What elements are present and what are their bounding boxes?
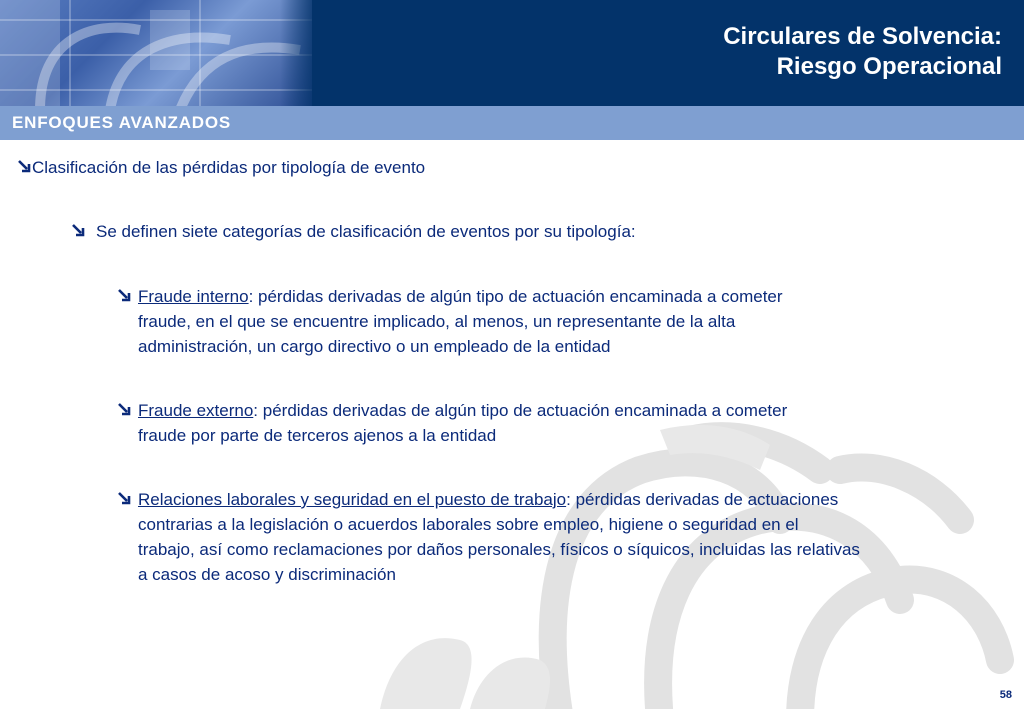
category-item-fraude-interno [118, 284, 978, 359]
category-line: administración, un cargo directivo o un empleado de la entidad [138, 337, 611, 356]
arrow-down-right-icon [18, 159, 32, 175]
arrow-down-right-icon [118, 402, 132, 418]
sub-bullet-text: Se definen siete categorías de clasificación de eventos por su tipología: [96, 222, 636, 241]
category-line: : pérdidas derivadas de algún tipo de actuación encaminada a cometer [248, 287, 783, 306]
arrow-down-right-icon [118, 491, 132, 507]
category-line: a casos de acoso y discriminación [138, 565, 396, 584]
category-line: contrarias a la legislación o acuerdos laborales sobre empleo, higiene o seguridad en el [138, 515, 799, 534]
page-number: 58 [999, 689, 1012, 701]
category-line: fraude por parte de terceros ajenos a la entidad [138, 426, 497, 445]
main-bullet [18, 158, 425, 178]
title-line-2: Riesgo Operacional [776, 53, 1002, 80]
category-item-fraude-externo [118, 398, 978, 448]
category-term: Relaciones laborales y seguridad en el puesto de trabajo [138, 490, 567, 509]
arrow-down-right-icon [72, 223, 86, 239]
main-bullet-text: Clasificación de las pérdidas por tipología de evento [32, 158, 426, 177]
category-text [138, 487, 860, 587]
category-term: Fraude interno [138, 287, 249, 306]
category-line: fraude, en el que se encuentre implicado, al menos, un representante de la alta [138, 312, 736, 331]
sub-bullet [72, 222, 636, 242]
category-line: : pérdidas derivadas de algún tipo de actuación encaminada a cometer [253, 401, 788, 420]
category-text [138, 398, 787, 448]
section-label: ENFOQUES AVANZADOS [12, 113, 232, 132]
category-item-relaciones-laborales [118, 487, 978, 587]
category-line: trabajo, así como reclamaciones por daños personales, físicos o síquicos, incluidas las relativas [138, 540, 860, 559]
category-term: Fraude externo [138, 401, 254, 420]
category-line: : pérdidas derivadas de actuaciones [566, 490, 839, 509]
title-line-1: Circulares de Solvencia: [723, 23, 1002, 50]
arrow-down-right-icon [118, 288, 132, 304]
category-text [138, 284, 783, 359]
